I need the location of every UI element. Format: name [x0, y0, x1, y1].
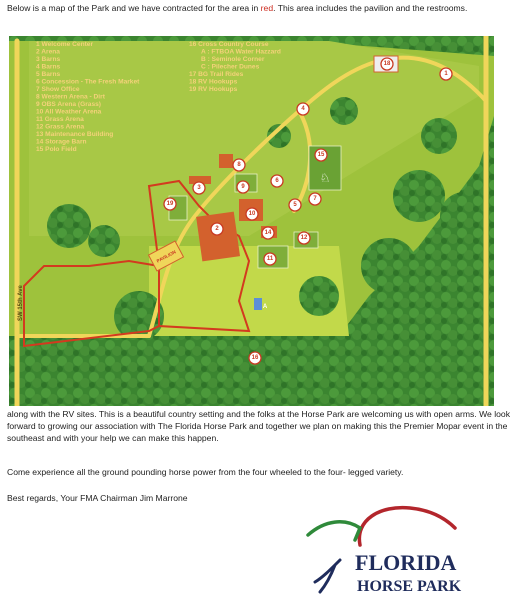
legend-item: 13 Maintenance Building: [36, 131, 114, 138]
svg-text:12: 12: [300, 235, 308, 241]
svg-text:15: 15: [317, 152, 325, 158]
horse-rider-icon: ♘: [319, 171, 331, 185]
svg-text:16: 16: [251, 355, 259, 361]
road-label: SW 15th Ave: [18, 285, 24, 321]
legend-item: 12 Grass Arena: [36, 123, 85, 131]
logo-line1: FLORIDA: [355, 550, 457, 575]
legend-item: 18 RV Hookups: [189, 78, 238, 86]
svg-text:3: 3: [197, 185, 201, 191]
legend-item: 14 Storage Barn: [36, 138, 87, 146]
legend-item: 19 RV Hookups: [189, 86, 238, 93]
map-marker-7: [309, 193, 321, 205]
intro-paragraph: [7, 2, 512, 14]
legend-item: A : FTBOA Water Hazzard: [201, 48, 281, 56]
map-marker-12: [298, 232, 310, 244]
map-marker-2: [211, 223, 223, 235]
legend-item: 6 Concession - The Fresh Market: [36, 78, 140, 86]
map-marker-1: [440, 68, 452, 80]
legend-item: 10 All Weather Arena: [36, 108, 102, 116]
legend-item: 15 Polo Field: [36, 146, 77, 153]
svg-text:8: 8: [237, 162, 241, 168]
map-marker-8: [233, 159, 245, 171]
svg-text:2: 2: [215, 226, 219, 232]
map-marker-a: A: [262, 304, 268, 310]
map-marker-14: [262, 227, 274, 239]
svg-text:11: 11: [266, 256, 274, 262]
legend-item: 2 Arena: [36, 48, 60, 56]
signature-line: Best regards, Your FMA Chairman Jim Marrone: [7, 493, 188, 503]
svg-text:5: 5: [293, 202, 297, 208]
svg-text:10: 10: [248, 211, 256, 217]
svg-text:1: 1: [444, 71, 448, 77]
body-paragraph-1: along with the RV sites. This is a beautiful country setting and the folks at the Horse Park are welcoming us with open arms. We look forward to growing our association with The Florida Horse Park and together we plan on making this the Premier Mopar event in the southeast and with your help we can make this happen.: [7, 409, 510, 443]
intro-text-start: Below is a map of the Park and we have contracted for the area in: [7, 3, 261, 13]
map-marker-6: [271, 175, 283, 187]
legend-item: 17 BG Trail Rides: [189, 71, 244, 78]
map-marker-4: [297, 103, 309, 115]
legend-item: 8 Western Arena - Dirt: [36, 93, 105, 101]
intro-text-end: . This area includes the pavilion and the restrooms.: [273, 3, 468, 13]
legend-item: 16 Cross Country Course: [189, 41, 269, 48]
svg-text:9: 9: [241, 184, 245, 190]
svg-text:18: 18: [383, 61, 391, 67]
legend-item: 4 Barns: [36, 63, 61, 71]
map-marker-16: [249, 352, 261, 364]
park-map: [9, 36, 494, 406]
map-marker-3: [193, 182, 205, 194]
pavilion-label: PAVILION: [155, 249, 177, 264]
map-marker-19: [164, 198, 176, 210]
legend-item: 11 Grass Arena: [36, 116, 84, 123]
legend-item: 3 Barns: [36, 56, 61, 63]
map-marker-5: [289, 199, 301, 211]
map-marker-10: [246, 208, 258, 220]
logo-horse-mane-red: [359, 508, 455, 545]
svg-text:14: 14: [264, 230, 272, 236]
svg-text:19: 19: [166, 201, 174, 207]
legend-item: C : Pilecher Dunes: [201, 63, 260, 71]
florida-horse-park-logo: [300, 500, 510, 600]
map-marker-18: [381, 58, 393, 70]
legend-item: 1 Welcome Center: [36, 41, 94, 48]
map-marker-15: [315, 149, 327, 161]
legend-item: 9 OBS Arena (Grass): [36, 101, 101, 108]
svg-text:6: 6: [275, 178, 279, 184]
logo-horse-head-green: [308, 522, 360, 540]
map-marker-9: [237, 181, 249, 193]
legend-item: 7 Show Office: [36, 86, 80, 93]
logo-line2: HORSE PARK: [357, 578, 462, 595]
body-paragraph-2: Come experience all the ground pounding horse power from the four wheeled to the four- legged variety.: [7, 467, 404, 477]
map-marker-11: [264, 253, 276, 265]
svg-text:7: 7: [313, 196, 317, 202]
intro-highlight-red: red: [260, 3, 274, 13]
legend-item: B : Seminole Corner: [201, 56, 265, 63]
logo-horse-legs-navy: [315, 560, 340, 592]
legend-item: 5 Barns: [36, 71, 61, 78]
svg-text:4: 4: [301, 106, 305, 112]
